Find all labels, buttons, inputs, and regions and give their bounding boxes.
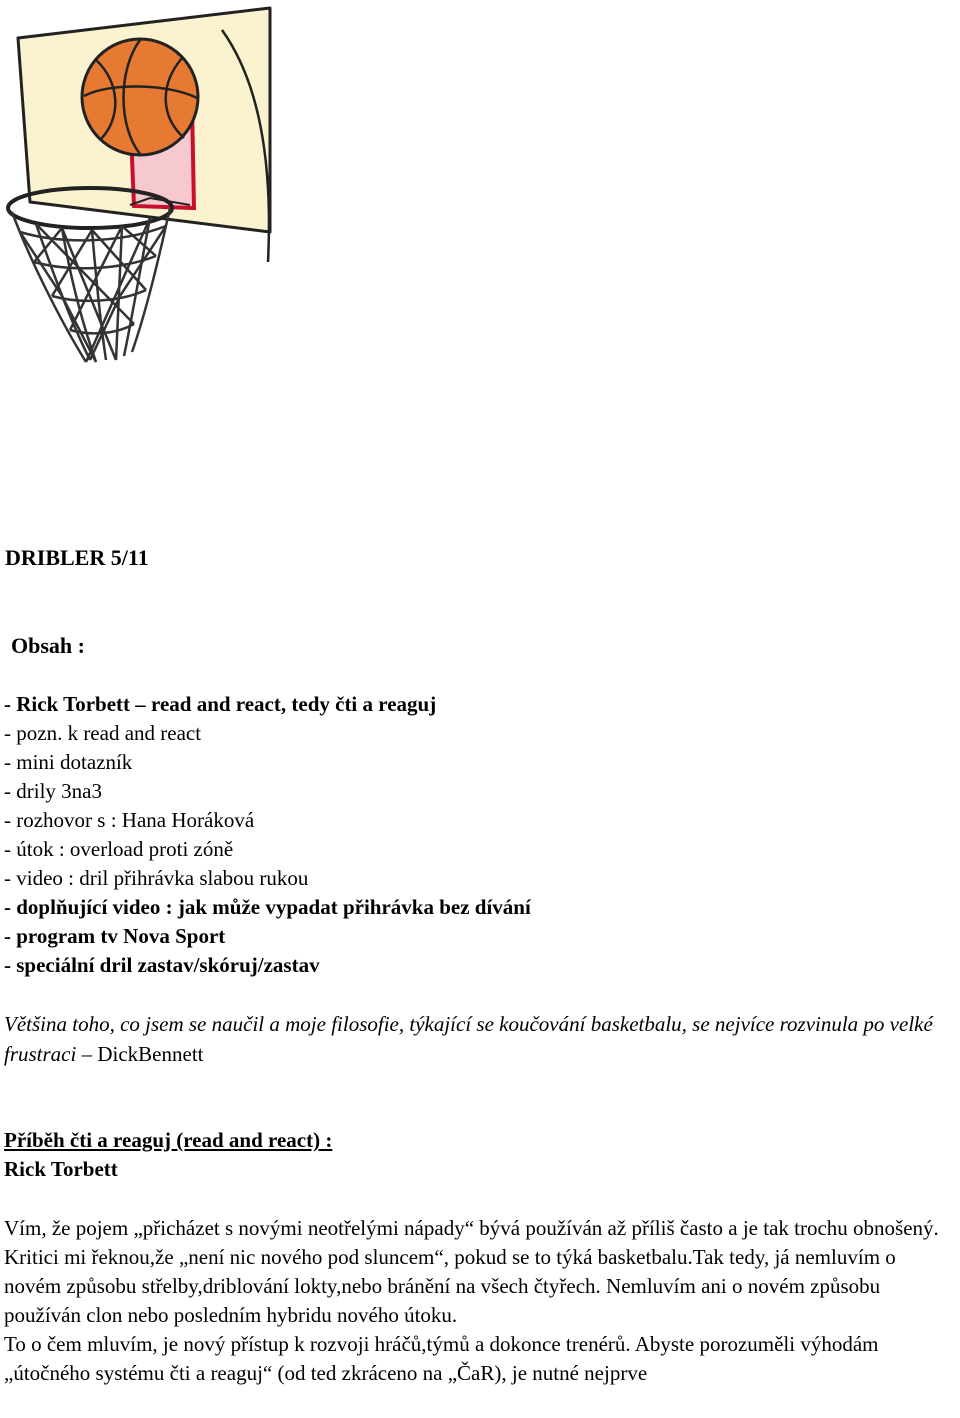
story-author: Rick Torbett: [4, 1157, 118, 1181]
story-paragraph: Vím, že pojem „přicházet s novými neotřelými nápady“ bývá používán až příliš často a je tak trochu obnošený. Kritici mi řeknou,že „není nic nového pod sluncem“, pokud se to týká basketbalu.Tak tedy, já nemluvím o novém způsobu střelby,driblování lokty,nebo bránění na všech čtyřech. Nemluvím ani o novém způsobu používán clon nebo posledním hybridu nového útoku.: [4, 1216, 939, 1327]
toc-heading: Obsah :: [11, 633, 85, 658]
toc-item: - pozn. k read and react: [4, 721, 202, 745]
quote-text: Většina toho, co jsem se naučil a moje filosofie, týkající se koučování basketbalu, se nejvíce rozvinula po velké frustraci: [4, 1012, 933, 1066]
quote: [4, 1009, 944, 1069]
story-heading: Příběh čti a reaguj (read and react) :: [4, 1128, 333, 1152]
toc-item: - doplňující video : jak může vypadat přihrávka bez dívání: [4, 895, 531, 919]
toc-item: - útok : overload proti zóně: [4, 837, 234, 861]
toc-item: - program tv Nova Sport: [4, 924, 226, 948]
story-heading-block: [4, 1126, 332, 1184]
toc-item: - Rick Torbett – read and react, tedy čti a reaguj: [4, 692, 437, 716]
toc-item: - speciální dril zastav/skóruj/zastav: [4, 953, 320, 977]
story-paragraph: To o čem mluvím, je nový přístup k rozvoji hráčů,týmů a dokonce trenérů. Abyste porozuměli výhodám „útočného systému čti a reaguj“ (od ted zkráceno na „ČaR), je nutné nejprve: [4, 1332, 879, 1385]
basketball-hoop-icon: [0, 0, 290, 380]
quote-author: DickBennett: [97, 1042, 204, 1066]
toc-item: - mini dotazník: [4, 750, 133, 774]
table-of-contents: [4, 690, 531, 980]
newsletter-title: DRIBLER 5/11: [5, 545, 149, 570]
toc-item: - rozhovor s : Hana Horáková: [4, 808, 255, 832]
story-body: [4, 1214, 956, 1388]
toc-item: - video : dril přihrávka slabou rukou: [4, 866, 309, 890]
quote-dash: –: [76, 1042, 98, 1066]
toc-item: - drily 3na3: [4, 779, 102, 803]
